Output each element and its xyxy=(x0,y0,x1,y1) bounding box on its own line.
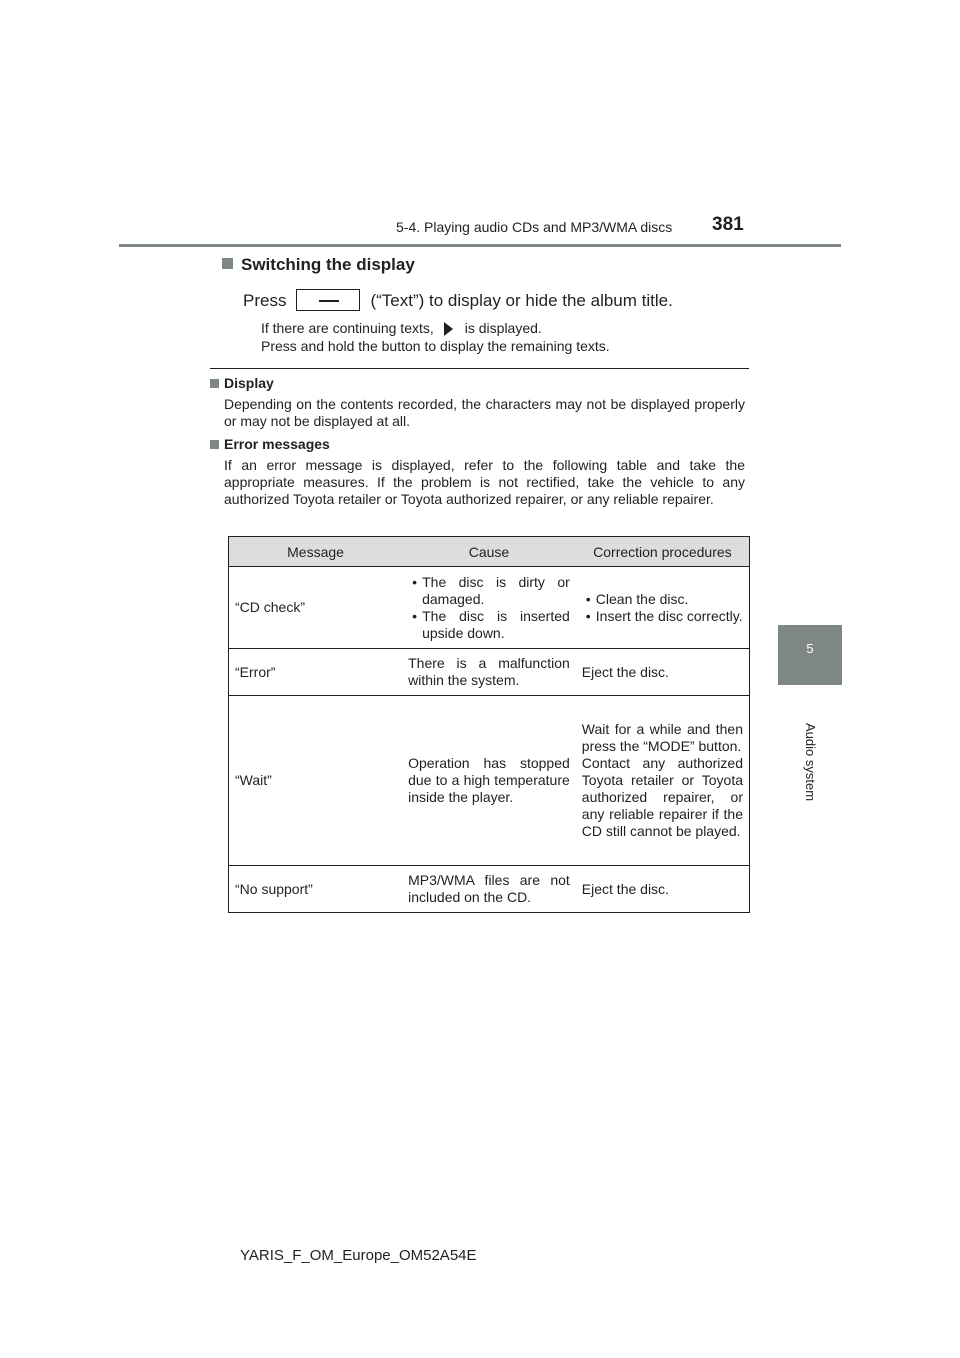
header-rule xyxy=(119,244,841,247)
cause-cell: MP3/WMA files are not included on the CD. xyxy=(402,866,576,913)
column-header: Message xyxy=(229,537,403,567)
column-header: Correction procedures xyxy=(576,537,750,567)
list-item: • Clean the disc. xyxy=(582,591,743,608)
cause-cell xyxy=(402,567,576,649)
message-cell: “No support” xyxy=(229,866,403,913)
error-table xyxy=(228,536,750,913)
list-item: • The disc is dirty or damaged. xyxy=(408,574,570,608)
press-instruction: Press (“Text”) to display or hide the album title. xyxy=(243,291,673,310)
table-row xyxy=(229,696,750,866)
table-row xyxy=(229,649,750,696)
header-section-title: 5-4. Playing audio CDs and MP3/WMA discs xyxy=(396,219,673,235)
message-cell: “Wait” xyxy=(229,696,403,866)
list-item: • Insert the disc correctly. xyxy=(582,608,743,625)
footer-document-id: YARIS_F_OM_Europe_OM52A54E xyxy=(240,1247,477,1264)
correction-cell: Wait for a while and then press the “MODE” button. Contact any authorized Toyota retailer or Toyota authorized repairer, or any reliable repairer if the CD still cannot be played. xyxy=(576,696,750,866)
heading-square-icon xyxy=(210,440,219,449)
correction-cell: Eject the disc. xyxy=(576,866,750,913)
column-header: Cause xyxy=(402,537,576,567)
chapter-number: 5 xyxy=(806,641,814,656)
display-text: Depending on the contents recorded, the characters may not be displayed properly or may not be displayed at all. xyxy=(224,396,745,429)
error-messages-text: If an error message is displayed, refer to the following table and take the appropriate measures. If the problem is not rectified, take the vehicle to any authorized Toyota retailer or Toyota authorized repairer, or any reliable repairer. xyxy=(224,457,745,507)
cause-cell: Operation has stopped due to a high temperature inside the player. xyxy=(402,696,576,866)
chapter-tab xyxy=(778,625,842,685)
section-divider xyxy=(210,368,749,369)
text-button-icon xyxy=(296,289,360,311)
switching-note: If there are continuing texts, is displayed. Press and hold the button to display the remaining texts. xyxy=(261,320,610,354)
table-row xyxy=(229,567,750,649)
display-heading: Display xyxy=(210,375,274,391)
heading-square-icon xyxy=(222,258,233,269)
switching-heading: Switching the display xyxy=(222,255,415,275)
table-header-row xyxy=(229,537,750,567)
heading-square-icon xyxy=(210,379,219,388)
list-item: • The disc is inserted upside down. xyxy=(408,608,570,642)
message-cell: “CD check” xyxy=(229,567,403,649)
error-messages-heading: Error messages xyxy=(210,436,330,452)
correction-cell: Eject the disc. xyxy=(576,649,750,696)
page-number: 381 xyxy=(712,214,744,235)
cause-cell: There is a malfunction within the system. xyxy=(402,649,576,696)
chapter-label: Audio system xyxy=(803,723,818,802)
message-cell: “Error” xyxy=(229,649,403,696)
correction-cell xyxy=(576,567,750,649)
continue-arrow-icon xyxy=(444,322,453,336)
table-row xyxy=(229,866,750,913)
